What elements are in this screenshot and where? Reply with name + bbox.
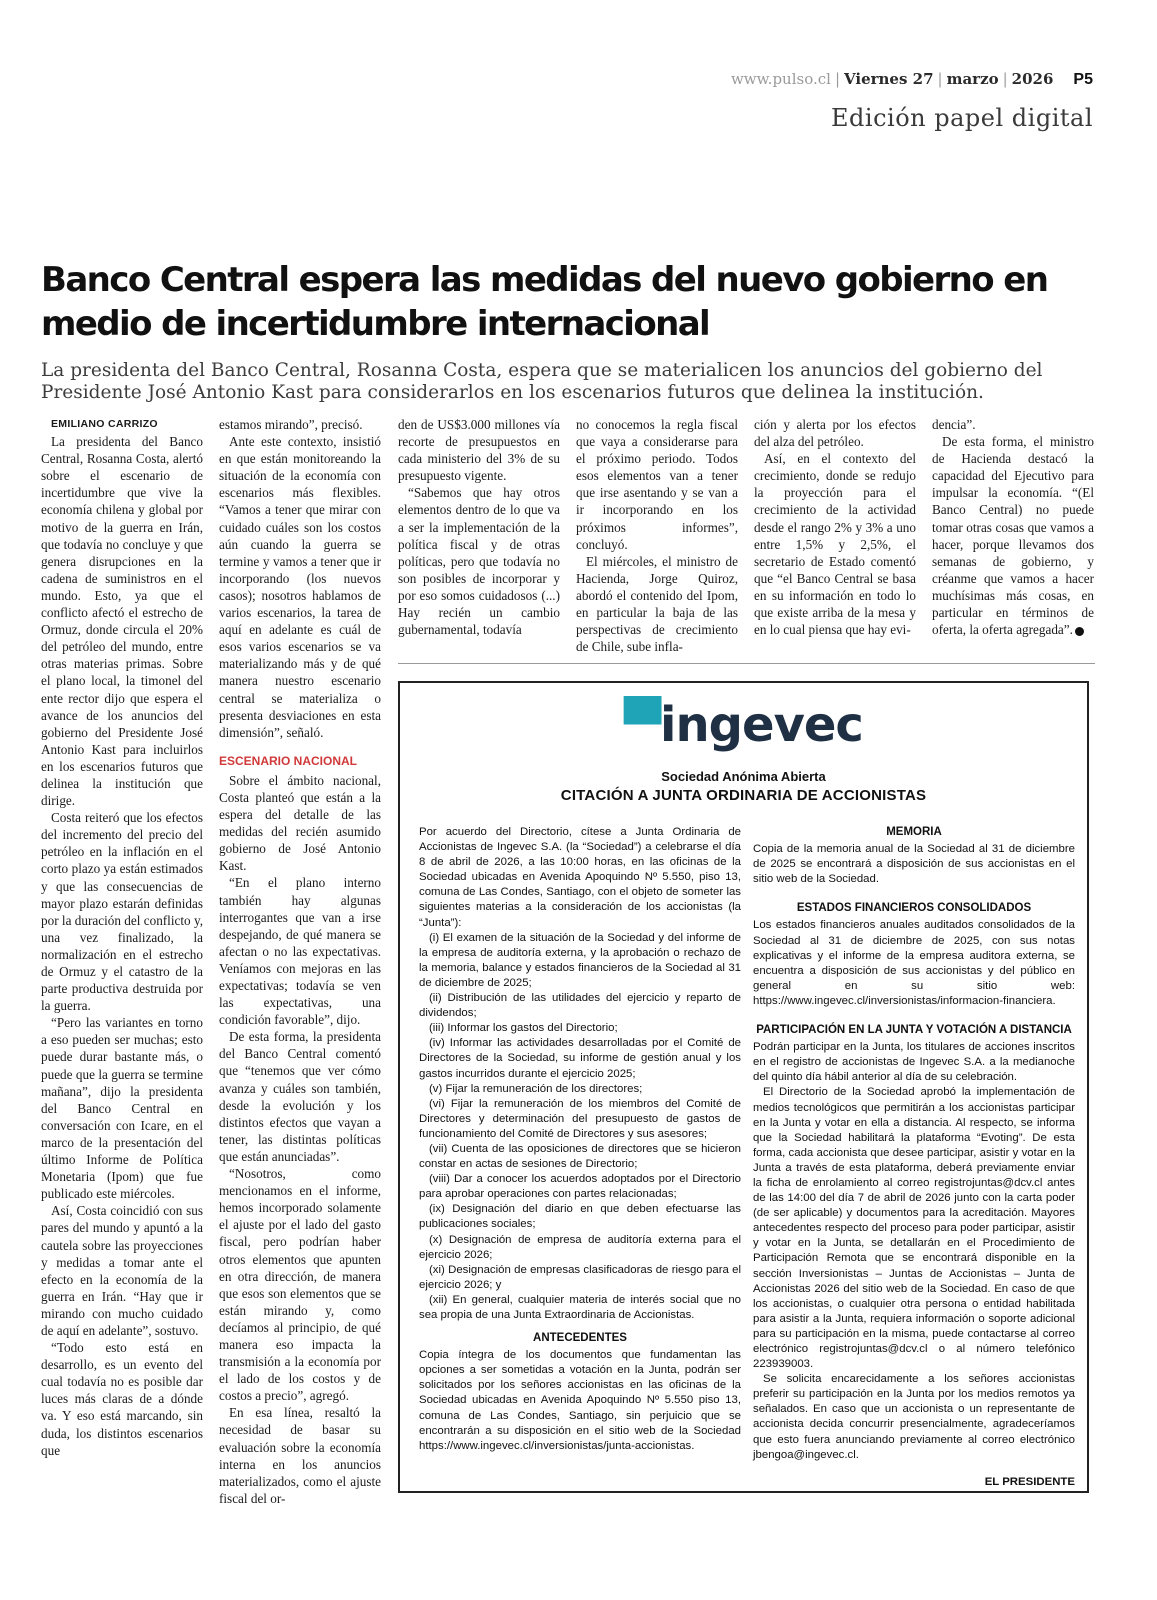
notice-title: CITACIÓN A JUNTA ORDINARIA DE ACCIONISTAS: [560, 787, 927, 804]
ingevec-logo: ▀ingevec: [624, 697, 863, 753]
paragraph: La presidenta del Banco Central, Rosanna Costa, alertó sobre el escenario de incertidumbre que vive la economía chilena y global por motivo de la guerra en Irán, que todavía no concluye y que genera disrupciones en la cadena de suministros en el mundo. Esto, ya que el conflicto afectó el estrecho de Ormuz, donde circula el 20% del petróleo del mundo, entre otras materias primas. Sobre el plano local, la timonel del ente rector dijo que espera el avance de los anuncios del gobierno del Presidente José Antonio Kast para incluirlos en los escenarios futuros que delinea la institución que dirige.: [41, 434, 203, 809]
paragraph: Así, en el contexto del crecimiento, donde se redujo la proyección para el crecimiento de la actividad desde el rango 2% y 3% a uno entre 1,5% y 2,5%, el secretario de Estado comentó que “el Banco Central se basa en su información en todo lo que existe arriba de la mesa y en lo cual piensa que hay evi-: [754, 451, 916, 638]
participacion-text: Podrán participar en la Junta, los titulares de acciones inscritos en el registro de accionistas de Ingevec S.A. a la medianoche del quinto día hábil anterior al día de su celebración.: [753, 1041, 1075, 1084]
paragraph: no conocemos la regla fiscal que vaya a considerarse para el próximo periodo. Todos esos elementos van a tener que irse asentando y se van a ir incorporando en los próximos informes”, concluyó.: [576, 417, 738, 552]
paragraph: Costa reiteró que los efectos del incremento del precio del petróleo en la inflación en el corto plazo ya están estimados y que las consecuencias de mayor plazo estarán definidas por la duración del conflicto y, una vez finalizado, la normalización en el estrecho de Ormuz y el catastro de la parte productiva destruida por la guerra.: [41, 810, 203, 1014]
paragraph: estamos mirando”, precisó.: [219, 417, 363, 432]
paragraph-text: De esta forma, el ministro de Hacienda destacó la capacidad del Ejecutivo para impulsar la economía. “(El Banco Central) no puede tomar otras cosas que vamos a hacer, porque llevamos dos semanas de gobierno, y créanme que vamos a hacer muchísimas más cosas, en particular en términos de oferta, la oferta agregada”.: [932, 434, 1094, 638]
edition-label: Edición papel digital: [831, 104, 1093, 132]
participacion-text: El Directorio de la Sociedad aprobó la implementación de medios tecnológicos que permitirán a los accionistas participar en la Junta y votar en ella a distancia. Al respecto, se informa que la Sociedad habilitará la plataforma “Evoting”. De esta forma, cada accionista que desee participar, asistir y votar en la Junta a través de esta plataforma, deberá previamente enviar la ficha de enrolamiento al correo registrojuntas@dcv.cl antes de las 14:00 del día 7 de abril de 2026 junto con la carta poder (de ser aplicable) y documentos para la acreditación. Mayores antecedentes respecto del proceso para poder participar, asistir y votar en la Junta, se detallarán en el Procedimiento de Participación Remota que se encontrará disponible en la sección Inversionistas – Juntas de Accionistas – Junta de Accionistas 2026 del sitio web de la Sociedad. En caso de que los accionistas, o cualquier otra persona o entidad habilitada para asistir a la Junta, requiera información o soporte adicional para su participación en la misma, puede contactarse al correo electrónico registrojuntas@dcv.cl o al número telefónico 223939003.: [753, 1086, 1075, 1371]
agenda-item: (xi) Designación de empresas clasificadoras de riesgo para el ejercicio 2026; y: [419, 1263, 741, 1291]
paragraph: El miércoles, el ministro de Hacienda, Jorge Quiroz, abordó el contenido del Ipom, en particular la baja de las perspectivas de crecimiento de Chile, sube infla-: [576, 553, 738, 655]
paragraph: Así, Costa coincidió con sus pares del mundo y apuntó a la cautela sobre las proyecciones y medidas a tomar ante el efecto en la economía de la guerra en Irán. “Hay que ir mirando con mucho cuidado de aquí en adelante”, sostuvo.: [41, 1203, 203, 1338]
paragraph: “Todo esto está en desarrollo, es un evento del cual todavía no es posible dar luces más claras de a dónde va. Y eso está marcando, sin duda, los distintos escenarios que: [41, 1340, 203, 1458]
divider: [398, 663, 1095, 664]
paragraph: “Pero las variantes en torno a eso pueden ser muchas; esto puede durar bastante más, o puede que la guerra se termine mañana”, dijo la presidenta del Banco Central en conversación con Icare, en el marco de la presentación del último Informe de Política Monetaria (Ipom) que fue publicado este miércoles.: [41, 1015, 203, 1202]
memoria-heading: MEMORIA: [886, 826, 942, 838]
ad-column-right: [753, 825, 1075, 1490]
agenda-item: (iv) Informar las actividades desarrolladas por el Comité de Directores de la Sociedad, su informe de gestión anual y los gastos incurridos durante el ejercicio 2025;: [419, 1037, 741, 1080]
article-column-5: [754, 416, 916, 638]
memoria-text: Copia de la memoria anual de la Sociedad al 31 de diciembre de 2025 se encontrará a disposición de sus accionistas en el sitio web de la Sociedad.: [753, 843, 1075, 886]
agenda-item: (iii) Informar los gastos del Directorio;: [429, 1022, 618, 1035]
agenda-item: (vi) Fijar la remuneración de los miembros del Comité de Directores y determinación del presupuesto de gastos de funcionamiento del Comité de Directores y sus asesores;: [419, 1097, 741, 1140]
paragraph: “En el plano interno también hay algunas interrogantes que van a irse despejando, de qué manera se afectan o no las expectativas. Veníamos con mejoras en las expectativas; todavía se ven las expectativas, una condición favorable”, dijo.: [219, 875, 381, 1028]
date-day: Viernes 27: [844, 70, 934, 88]
participacion-heading: PARTICIPACIÓN EN LA JUNTA Y VOTACIÓN A DISTANCIA: [756, 1024, 1072, 1037]
masthead: www.pulso.cl | Viernes 27 | marzo | 2026 P5: [730, 70, 1093, 88]
date-month: marzo: [946, 70, 999, 88]
paragraph: den de US$3.000 millones vía recorte de presupuestos en cada ministerio del 3% de su presupuesto vigente.: [398, 417, 560, 484]
page-number: P5: [1073, 71, 1093, 88]
paragraph: En esa línea, resaltó la necesidad de basar su evaluación sobre la economía interna en los anuncios materializados, como el ajuste fiscal del or-: [219, 1405, 381, 1506]
article-column-2: [219, 416, 381, 1507]
byline: EMILIANO CARRIZO: [51, 418, 158, 430]
agenda-item: (v) Fijar la remuneración de los directores;: [429, 1082, 643, 1095]
estados-text: Los estados financieros anuales auditados consolidados de la Sociedad al 31 de diciembre de 2025, con sus notas explicativas y el informe de la empresa auditora externa, se encuentra a disposición de sus accionistas y del público en general en su sitio web: https://www.ingevec.cl/inversionistas/informacion-financiera.: [753, 919, 1075, 1007]
article-lede: La presidenta del Banco Central, Rosanna Costa, espera que se materialicen los anuncios del gobierno del Presidente José Antonio Kast para considerarlos en los escenarios futuros que delinea la institución.: [41, 360, 1043, 403]
site-url[interactable]: www.pulso.cl: [730, 70, 831, 88]
agenda-item: (i) El examen de la situación de la Sociedad y del informe de la empresa de auditoría externa, y la aprobación o rechazo de la memoria, balance y estados financieros de la Sociedad al 31 de diciembre de 2025;: [419, 931, 741, 989]
antecedentes-text: Copia íntegra de los documentos que fundamentan las opciones a ser sometidas a votación en la Junta, podrán ser solicitados por los señores accionistas en las oficinas de la Sociedad ubicadas en Avenida Apoquindo Nº 5.550 piso 13, comuna de Las Condes, Santiago, sin perjuicio que se encontrarán a su disposición en el sitio web de la Sociedad https://www.ingevec.cl/inversionistas/junta-accionistas.: [419, 1349, 741, 1452]
paragraph: “Sabemos que hay otros elementos dentro de lo que va a ser la implementación de la política fiscal y de otras políticas, pero que todavía no son posibles de incorporar y por eso somos cuidadosos (...) Hay recién un cambio gubernamental, todavía: [398, 485, 560, 638]
article-column-6: [932, 416, 1094, 638]
agenda-item: (x) Designación de empresa de auditoría externa para el ejercicio 2026;: [419, 1233, 741, 1261]
ingevec-notice-ad: [398, 681, 1089, 1493]
participacion-text: Se solicita encarecidamente a los señores accionistas preferir su participación en la Junta por los medios remotos ya señalados. En caso que un accionista o un representante de accionista decida concurrir presencialmente, agradeceríamos que esto fuera anunciando previamente al correo electrónico jbengoa@ingevec.cl.: [753, 1373, 1075, 1461]
estados-heading: ESTADOS FINANCIEROS CONSOLIDADOS: [796, 902, 1032, 915]
paragraph: ción y alerta por los efectos del alza del petróleo.: [754, 417, 916, 450]
paragraph: De esta forma, la presidenta del Banco Central comentó que “tenemos que ver cómo avanza y cuáles son también, desde la evolución y los distintos efectos que vayan a tener, las distintas políticas que están anunciadas”.: [219, 1029, 381, 1164]
article-headline: Banco Central espera las medidas del nuevo gobierno en medio de incertidumbre internacional: [41, 260, 1048, 344]
agenda-item: (xii) En general, cualquier materia de interés social que no sea propia de una Junta Extraordinaria de Accionistas.: [419, 1293, 741, 1321]
agenda-item: (ii) Distribución de las utilidades del ejercicio y reparto de dividendos;: [419, 992, 741, 1020]
agenda-item: (viii) Dar a conocer los acuerdos adoptados por el Directorio para aprobar operaciones con partes relacionadas;: [419, 1173, 741, 1201]
antecedentes-heading: ANTECEDENTES: [533, 1332, 627, 1345]
paragraph: Ante este contexto, insistió en que están monitoreando la situación de la economía con escenarios más flexibles. “Vamos a tener que mirar con cuidado cuáles son los costos aún cuando la guerra se termine y vamos a tener que ir incorporando (los nuevos casos); nosotros hablamos de varios escenarios, la tarea de aquí en adelante es cuál de esos varios escenarios se va materializando más y de qué manera nuestro escenario central se materializa o presenta desviaciones en esta dimensión”, señaló.: [219, 434, 381, 740]
end-mark-icon: [1075, 627, 1084, 636]
paragraph: [932, 433, 1094, 638]
section-subhead: ESCENARIO NACIONAL: [219, 753, 358, 768]
ad-column-left: [419, 825, 741, 1454]
logo-wordmark: ingevec: [660, 697, 863, 753]
paragraph: dencia”.: [932, 417, 976, 432]
agenda-item: (ix) Designación del diario en que deben efectuarse las publicaciones sociales;: [419, 1203, 741, 1231]
company-type: Sociedad Anónima Abierta: [661, 769, 826, 784]
article-column-3: [398, 416, 560, 638]
notice-intro: Por acuerdo del Directorio, cítese a Junta Ordinaria de Accionistas de Ingevec S.A. (la “Sociedad”) a celebrarse el día 8 de abril de 2026, a las 10:00 horas, en las oficinas de la Sociedad ubicadas en Avenida Apoquindo Nº 5.550, piso 13, comuna de Las Condes, Santiago, con el objeto de someter las siguientes materias a la consideración de los accionistas (la “Junta”):: [419, 826, 741, 929]
article-column-1: [41, 416, 203, 1459]
article-column-4: [576, 416, 738, 655]
paragraph: “Nosotros, como mencionamos en el informe, hemos incorporado solamente el ajuste por el lado del gasto fiscal, pero podrían haber otros elementos que apunten en otra dirección, de manera que esos son elementos que se están mirando y, como decíamos al principio, de qué manera eso impacta la transmisión a la economía por el lado de los costos y de costos a precio”, agregó.: [219, 1166, 381, 1404]
agenda-item: (vii) Cuenta de las oposiciones de directores que se hicieron constar en actas de sesiones de Directorio;: [419, 1142, 741, 1171]
signature: EL PRESIDENTE: [984, 1475, 1075, 1488]
paragraph: Sobre el ámbito nacional, Costa planteó que están a la espera del detalle de las medidas del recién asumido gobierno de José Antonio Kast.: [219, 772, 381, 874]
date-year: 2026: [1011, 70, 1054, 88]
